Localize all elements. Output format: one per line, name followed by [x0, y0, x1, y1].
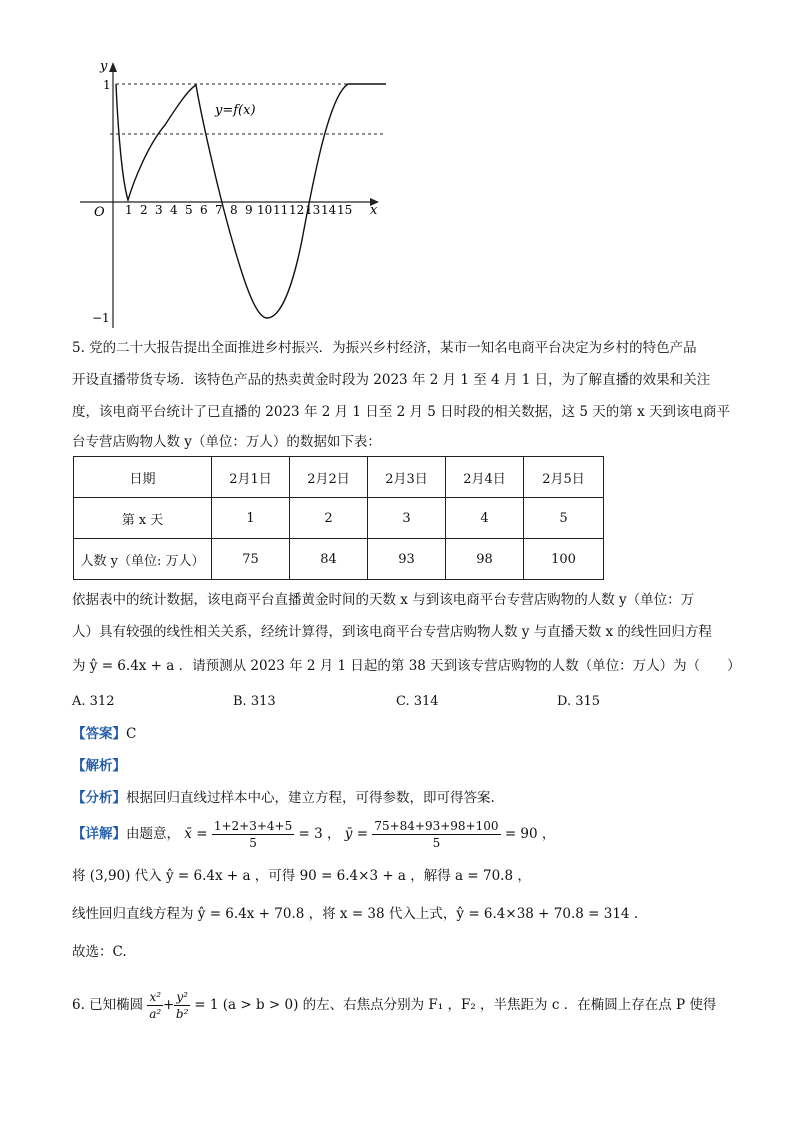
table-cell: 1 — [212, 498, 290, 539]
option-a: A. 312 — [72, 694, 115, 709]
x2: x² — [149, 990, 162, 1004]
x-tick: 8 — [230, 203, 238, 217]
answer-value: C — [126, 726, 137, 742]
fenxi-label: 【分析】 — [72, 790, 126, 806]
q6-prefix: 6. 已知椭圆 — [72, 997, 144, 1013]
table-row-header — [74, 457, 604, 498]
y-mean-numerator: 75+84+93+98+100 — [374, 819, 499, 833]
table-cell: 3 — [368, 498, 446, 539]
table-cell: 2月1日 — [212, 457, 290, 498]
conclusion-line: 故选：C. — [72, 944, 127, 960]
x-tick: 3 — [155, 203, 163, 217]
a2: a² — [149, 1007, 162, 1021]
regression-equation: 为 ŷ = 6.4x + a ． — [72, 658, 193, 674]
x-tick: 1 — [125, 203, 133, 217]
table-cell: 2月4日 — [446, 457, 524, 498]
x-tick: 15 — [337, 203, 353, 217]
curve-label: y=f(x) — [215, 103, 256, 118]
y-axis-label: y — [100, 59, 108, 74]
option-c: C. 314 — [396, 694, 439, 709]
y2-over-b2 — [174, 989, 190, 1022]
origin-label: O — [94, 205, 105, 220]
x-tick-labels — [125, 203, 352, 217]
ybar-label: ȳ = — [344, 826, 369, 842]
y-tick-1: 1 — [103, 78, 111, 92]
x-tick: 7 — [215, 203, 223, 217]
x-tick: 2 — [140, 203, 148, 217]
answer-line — [72, 724, 136, 744]
x-tick: 13 — [305, 203, 321, 217]
x-tick: 11 — [273, 203, 289, 217]
curve-fx — [116, 84, 386, 318]
table-cell: 4 — [446, 498, 524, 539]
x-mean-result: = 3 ， — [298, 826, 341, 842]
q5-line2: 开设直播带货专场．该特色产品的热卖黄金时段为 2023 年 2 月 1 至 4 月 1 日，为了解直播的效果和关注 — [72, 372, 711, 388]
table-cell: 84 — [290, 539, 368, 580]
fenxi-text: 根据回归直线过样本中心，建立方程，可得参数，即可得答案. — [126, 790, 495, 806]
table-cell: 100 — [524, 539, 604, 580]
substitution-line: 将 (3,90) 代入 ŷ = 6.4x + a ，可得 90 = 6.4×3 + a ，解得 a = 70.8 ， — [72, 868, 531, 884]
x-tick: 9 — [245, 203, 253, 217]
table-cell: 98 — [446, 539, 524, 580]
q5-after3 — [72, 656, 741, 676]
y-axis-arrow — [109, 62, 117, 72]
x-tick: 4 — [170, 203, 178, 217]
x-tick: 6 — [200, 203, 208, 217]
plus-sign: + — [163, 997, 175, 1013]
x-tick: 14 — [321, 203, 337, 217]
x-mean-fraction — [212, 818, 294, 851]
q6-line — [72, 985, 716, 1025]
x-tick: 10 — [257, 203, 273, 217]
x-axis-label: x — [370, 203, 378, 218]
answer-label: 【答案】 — [72, 726, 126, 742]
q5-line1: 5. 党的二十大报告提出全面推进乡村振兴．为振兴乡村经济，某市一知名电商平台决定为乡村的特色产品 — [72, 340, 697, 356]
q5-after2: 人）具有较强的线性相关关系，经统计算得，到该电商平台专营店购物人数 y 与直播天数 x 的线性回归方程 — [72, 624, 712, 640]
y2: y² — [176, 990, 188, 1004]
option-d: D. 315 — [557, 694, 601, 709]
x-mean-numerator: 1+2+3+4+5 — [213, 819, 293, 833]
table-cell: 人数 y（单位: 万人） — [74, 539, 212, 580]
table-cell: 2月3日 — [368, 457, 446, 498]
x-tick: 12 — [289, 203, 305, 217]
analysis-line — [72, 756, 126, 776]
q5-after1: 依据表中的统计数据，该电商平台直播黄金时间的天数 x 与到该电商平台专营店购物的人数 y（单位：万 — [72, 592, 695, 608]
table-cell: 2 — [290, 498, 368, 539]
x-tick: 5 — [185, 203, 193, 217]
q5-question: 请预测从 2023 年 2 月 1 日起的第 38 天到该专营店购物的人数（单位：万人）为（ ） — [192, 658, 741, 674]
x2-over-a2 — [147, 989, 163, 1022]
table-cell: 75 — [212, 539, 290, 580]
fenxi-line — [72, 788, 495, 808]
b2: b² — [175, 1007, 189, 1021]
equation-line: 线性回归直线方程为 ŷ = 6.4x + 70.8 ，将 x = 38 代入上式，ŷ = 6.4×38 + 70.8 = 314 . — [72, 906, 639, 922]
y-tick-neg1: −1 — [92, 311, 110, 325]
table-cell: 2月5日 — [524, 457, 604, 498]
q5-line4: 台专营店购物人数 y（单位：万人）的数据如下表： — [72, 434, 381, 450]
table-cell: 5 — [524, 498, 604, 539]
xiangjie-intro: 由题意， — [126, 826, 180, 842]
xiangjie-label: 【详解】 — [72, 826, 126, 842]
data-table — [73, 456, 604, 580]
analysis-label: 【解析】 — [72, 758, 126, 774]
table-row-y — [74, 539, 604, 580]
option-b: B. 313 — [233, 694, 276, 709]
table-cell: 日期 — [74, 457, 212, 498]
table-cell: 2月2日 — [290, 457, 368, 498]
table-cell: 第 x 天 — [74, 498, 212, 539]
function-graph — [70, 50, 400, 340]
y-mean-denominator: 5 — [432, 836, 441, 850]
q5-line3: 度，该电商平台统计了已直播的 2023 年 2 月 1 日至 2 月 5 日时段的相关数据，这 5 天的第 x 天到该电商平 — [72, 404, 730, 420]
table-row-x — [74, 498, 604, 539]
table-cell: 93 — [368, 539, 446, 580]
x-mean-denominator: 5 — [249, 836, 257, 850]
y-mean-result: = 90 ， — [504, 826, 556, 842]
xiangjie-line — [72, 814, 555, 854]
xbar-label: x̄ = — [184, 826, 208, 842]
q6-rest: = 1 (a > b > 0) 的左、右焦点分别为 F₁ ，F₂ ，半焦距为 c ．在椭圆上存在点 P 使得 — [194, 997, 717, 1013]
y-mean-fraction — [372, 818, 500, 851]
